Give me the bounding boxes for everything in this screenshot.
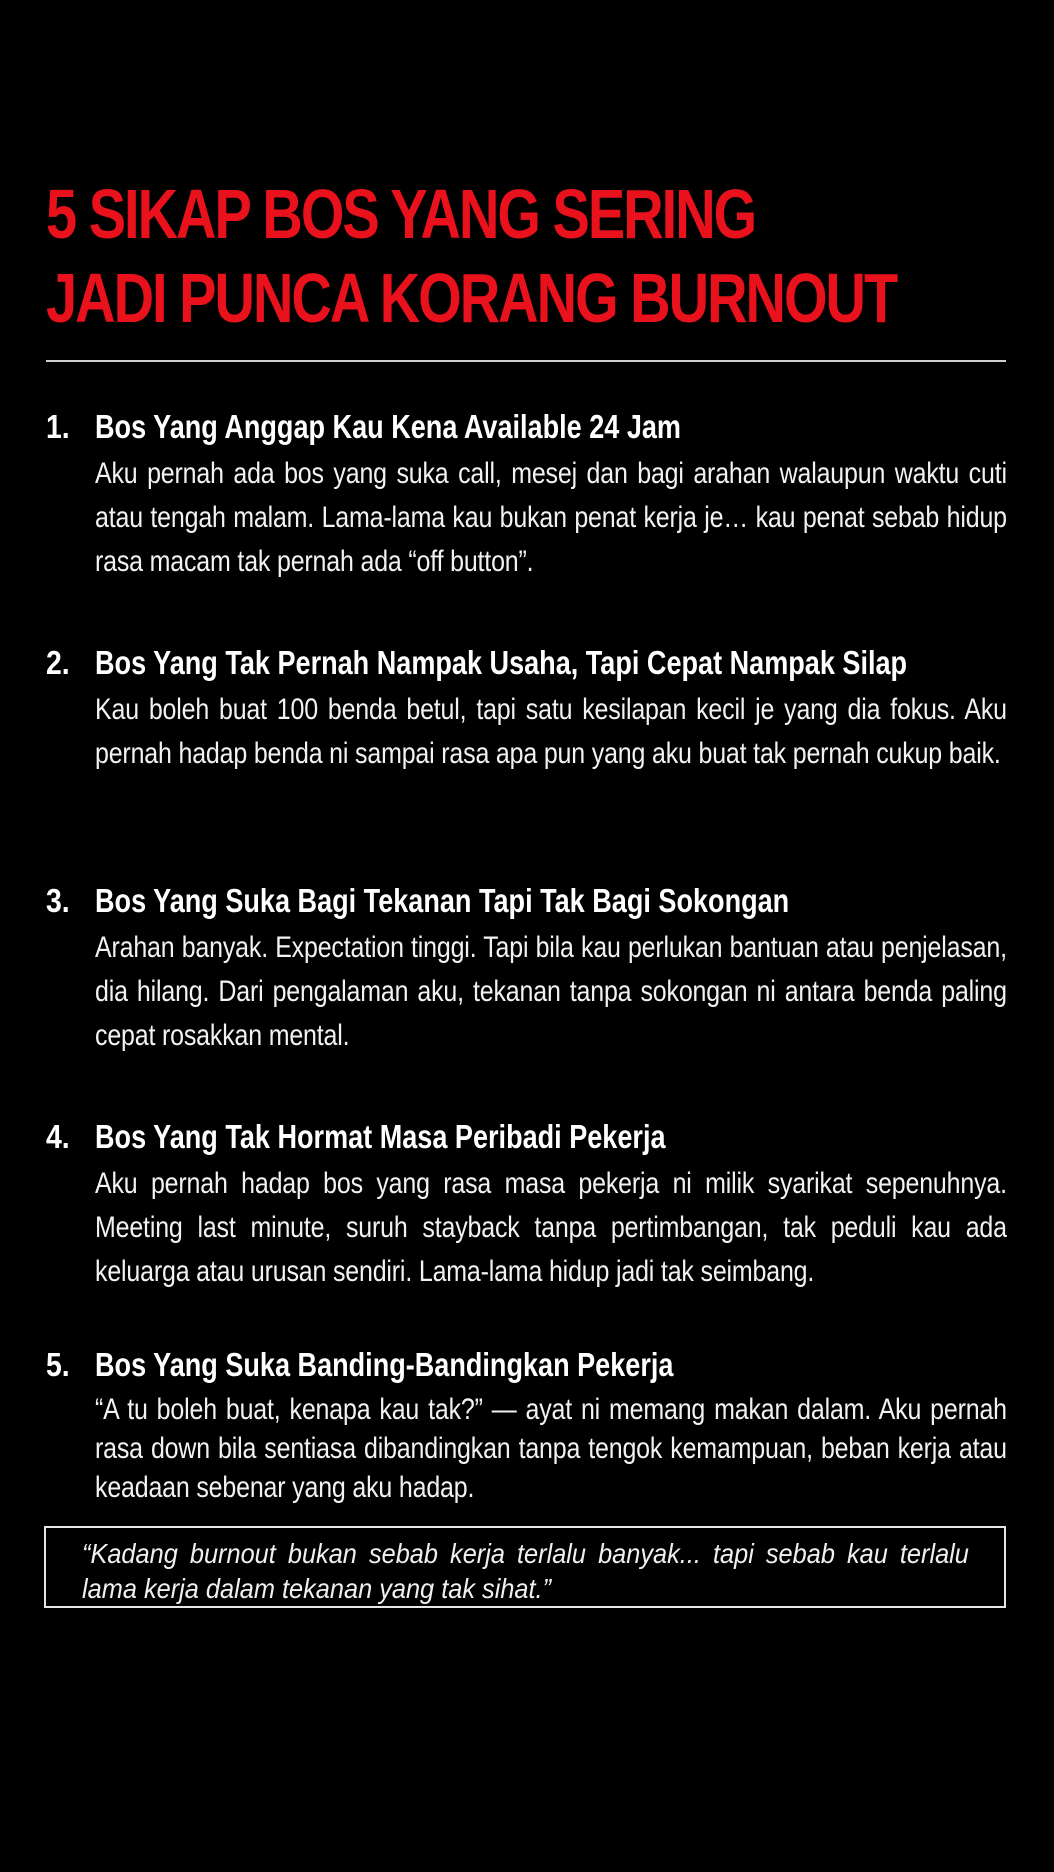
list-item-number: 3.	[46, 882, 70, 919]
list-item-heading: Bos Yang Suka Bagi Tekanan Tapi Tak Bagi Sokongan	[95, 882, 790, 919]
list-item-header	[46, 878, 1006, 924]
list-item-number: 4.	[46, 1118, 70, 1155]
list-item-4	[46, 1114, 1006, 1294]
list-item-number: 1.	[46, 408, 70, 445]
list-item-number: 2.	[46, 644, 70, 681]
list-item-heading: Bos Yang Tak Pernah Nampak Usaha, Tapi Cepat Nampak Silap	[95, 644, 908, 681]
list-item-header	[46, 404, 1006, 450]
list-item-2	[46, 640, 1006, 776]
list-item-3	[46, 878, 1006, 1058]
page-title-line-2: JADI PUNCA KORANG BURNOUT	[46, 259, 897, 337]
list-item-number: 5.	[46, 1346, 70, 1383]
list-item-heading: Bos Yang Tak Hormat Masa Peribadi Pekerja	[95, 1118, 666, 1155]
list-item-header	[46, 1114, 1006, 1160]
page-title	[46, 172, 897, 340]
list-item-body: Arahan banyak. Expectation tinggi. Tapi bila kau perlukan bantuan atau penjelasan, dia hilang. Dari pengalaman aku, tekanan tanpa sokongan ni antara benda paling cepat rosakkan mental.	[95, 931, 1007, 1052]
quote-text: “Kadang burnout bukan sebab kerja terlalu banyak... tapi sebab kau terlalu lama kerja dalam tekanan yang tak sihat.”	[82, 1538, 969, 1604]
quote-box	[44, 1526, 1006, 1608]
list-item-header	[46, 640, 1006, 686]
list-item-header	[46, 1342, 1006, 1388]
list-item-body: Kau boleh buat 100 benda betul, tapi satu kesilapan kecil je yang dia fokus. Aku pernah hadap benda ni sampai rasa apa pun yang aku buat tak pernah cukup baik.	[95, 693, 1007, 770]
list-item-body: Aku pernah hadap bos yang rasa masa pekerja ni milik syarikat sepenuhnya. Meeting last minute, suruh stayback tanpa pertimbangan, tak peduli kau ada keluarga atau urusan sendiri. Lama-lama hidup jadi tak seimbang.	[95, 1167, 1007, 1288]
list-item-body: “A tu boleh buat, kenapa kau tak?” — ayat ni memang makan dalam. Aku pernah rasa down bila sentiasa dibandingkan tanpa tengok kemampuan, beban kerja atau keadaan sebenar yang aku hadap.	[95, 1393, 1007, 1504]
page-title-line-1: 5 SIKAP BOS YANG SERING	[46, 175, 756, 253]
list-item-heading: Bos Yang Suka Banding-Bandingkan Pekerja	[95, 1346, 674, 1383]
list-item-heading: Bos Yang Anggap Kau Kena Available 24 Jam	[95, 408, 681, 445]
list-item-5	[46, 1342, 1006, 1507]
list-item-body: Aku pernah ada bos yang suka call, mesej dan bagi arahan walaupun waktu cuti atau tengah malam. Lama-lama kau bukan penat kerja je… kau penat sebab hidup rasa macam tak pernah ada “off button”.	[95, 457, 1007, 578]
list-item-1	[46, 404, 1006, 584]
title-divider	[46, 360, 1006, 362]
